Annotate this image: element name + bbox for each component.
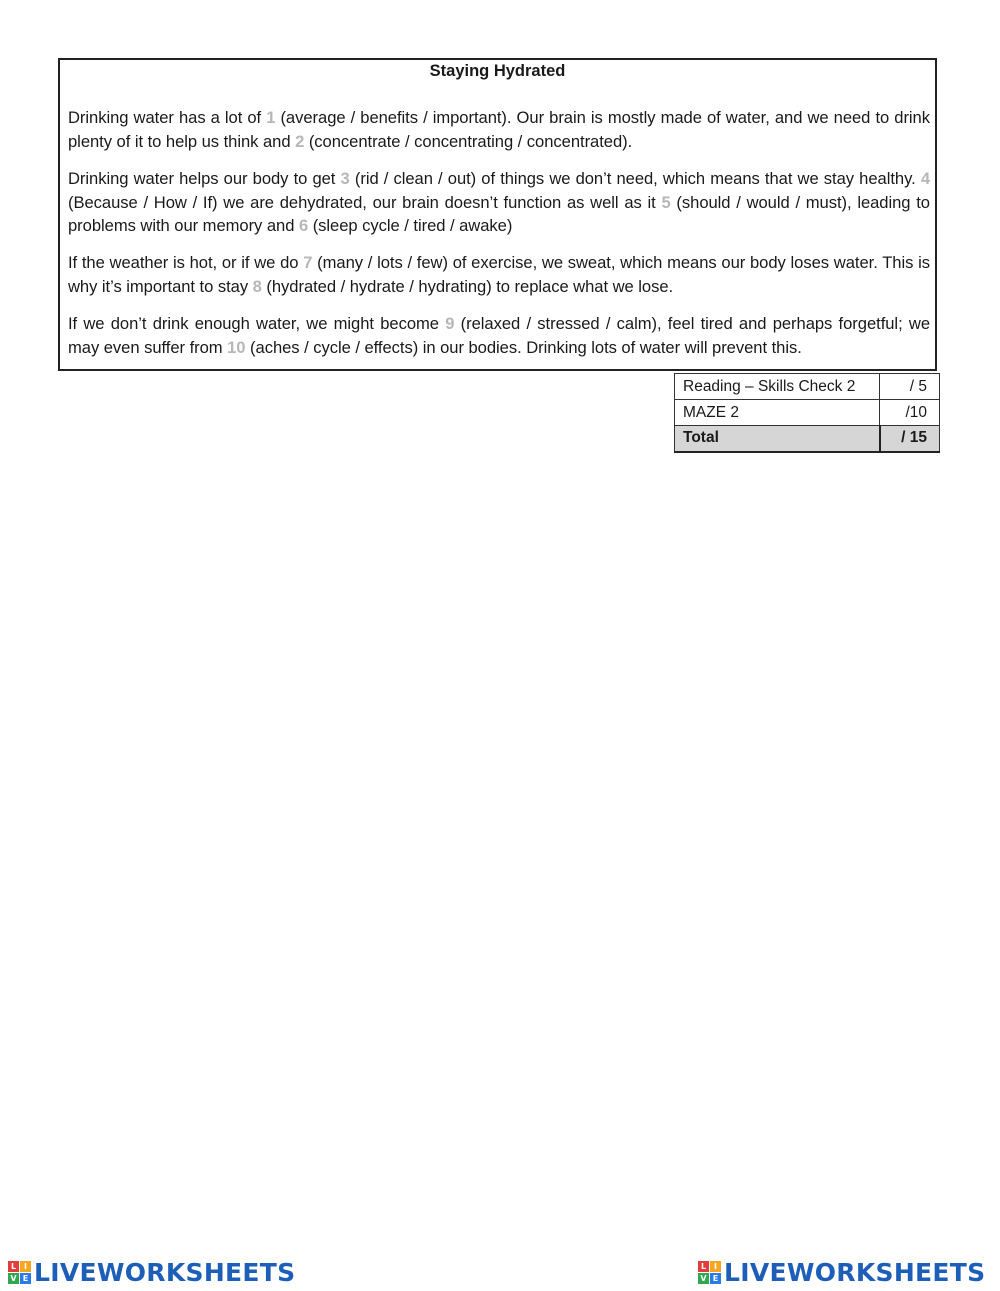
score-row <box>675 400 940 426</box>
passage-text: (hydrated / hydrate / hydrating) to replace what we lose. <box>261 276 674 296</box>
logo-letter: E <box>20 1273 31 1284</box>
gap-number: 2 <box>295 131 305 151</box>
passage-box <box>58 58 937 371</box>
logo-letter: V <box>8 1273 19 1284</box>
logo-letter: E <box>710 1273 721 1284</box>
score-total-value: / 15 <box>880 426 940 452</box>
gap-number: 7 <box>303 253 313 272</box>
passage-text: (aches / cycle / effects) in our bodies. Drinking lots of water will prevent this. <box>245 337 802 357</box>
gap-number: 1 <box>266 108 276 127</box>
score-row-value: /10 <box>880 400 940 426</box>
paragraph-4 <box>68 312 930 359</box>
liveworksheets-logo-icon <box>698 1261 721 1284</box>
passage-text: (should / would / must), leading to problems with our memory and <box>68 192 930 235</box>
score-table <box>674 373 940 453</box>
score-total-label: Total <box>675 426 880 452</box>
gap-number: 8 <box>252 276 262 296</box>
passage-text: (many / lots / few) of exercise, we sweat, which means our body loses water. This is why it’s important to stay <box>68 253 931 296</box>
passage-text: (concentrate / concentrating / concentrated). <box>304 131 633 151</box>
logo-letter: L <box>8 1261 19 1272</box>
liveworksheets-brand-right[interactable] <box>698 1258 985 1287</box>
score-row <box>675 374 940 400</box>
logo-letter: I <box>20 1261 31 1272</box>
liveworksheets-logo-icon <box>8 1261 31 1284</box>
passage-text: (Because / How / If) we are dehydrated, our brain doesn’t function as well as it <box>68 192 662 212</box>
passage-title: Staying Hydrated <box>429 62 566 80</box>
liveworksheets-wordmark: LIVEWORKSHEETS <box>34 1258 296 1287</box>
passage-text: If we don’t drink enough water, we might become <box>68 314 446 333</box>
gap-number: 3 <box>340 169 350 188</box>
score-row-label: MAZE 2 <box>675 400 880 426</box>
gap-number: 6 <box>298 216 309 235</box>
passage-text: (sleep cycle / tired / awake) <box>308 216 513 235</box>
score-row-value: / 5 <box>880 374 940 400</box>
paragraph-2 <box>68 167 930 238</box>
logo-letter: V <box>698 1273 709 1284</box>
passage-text: Drinking water helps our body to get <box>68 169 341 188</box>
gap-number: 4 <box>920 169 930 188</box>
liveworksheets-brand-left[interactable] <box>8 1258 295 1287</box>
passage-text: Drinking water has a lot of <box>68 108 267 127</box>
gap-number: 5 <box>661 192 671 212</box>
paragraph-3 <box>68 251 930 298</box>
passage-text: (rid / clean / out) of things we don’t need, which means that we stay healthy. <box>349 169 921 188</box>
score-total-row <box>675 426 940 452</box>
passage-text: If the weather is hot, or if we do <box>68 253 304 272</box>
logo-letter: I <box>710 1261 721 1272</box>
passage-text: (relaxed / stressed / calm), feel tired and perhaps forgetful; we may even suffer from <box>68 314 930 357</box>
gap-number: 10 <box>227 337 246 357</box>
paragraph-1 <box>68 106 930 153</box>
liveworksheets-wordmark: LIVEWORKSHEETS <box>724 1258 986 1287</box>
gap-number: 9 <box>445 314 455 333</box>
passage-text: (average / benefits / important). Our brain is mostly made of water, and we need to drink plenty of it to help us think and <box>68 108 930 151</box>
logo-letter: L <box>698 1261 709 1272</box>
score-row-label: Reading – Skills Check 2 <box>675 374 880 400</box>
